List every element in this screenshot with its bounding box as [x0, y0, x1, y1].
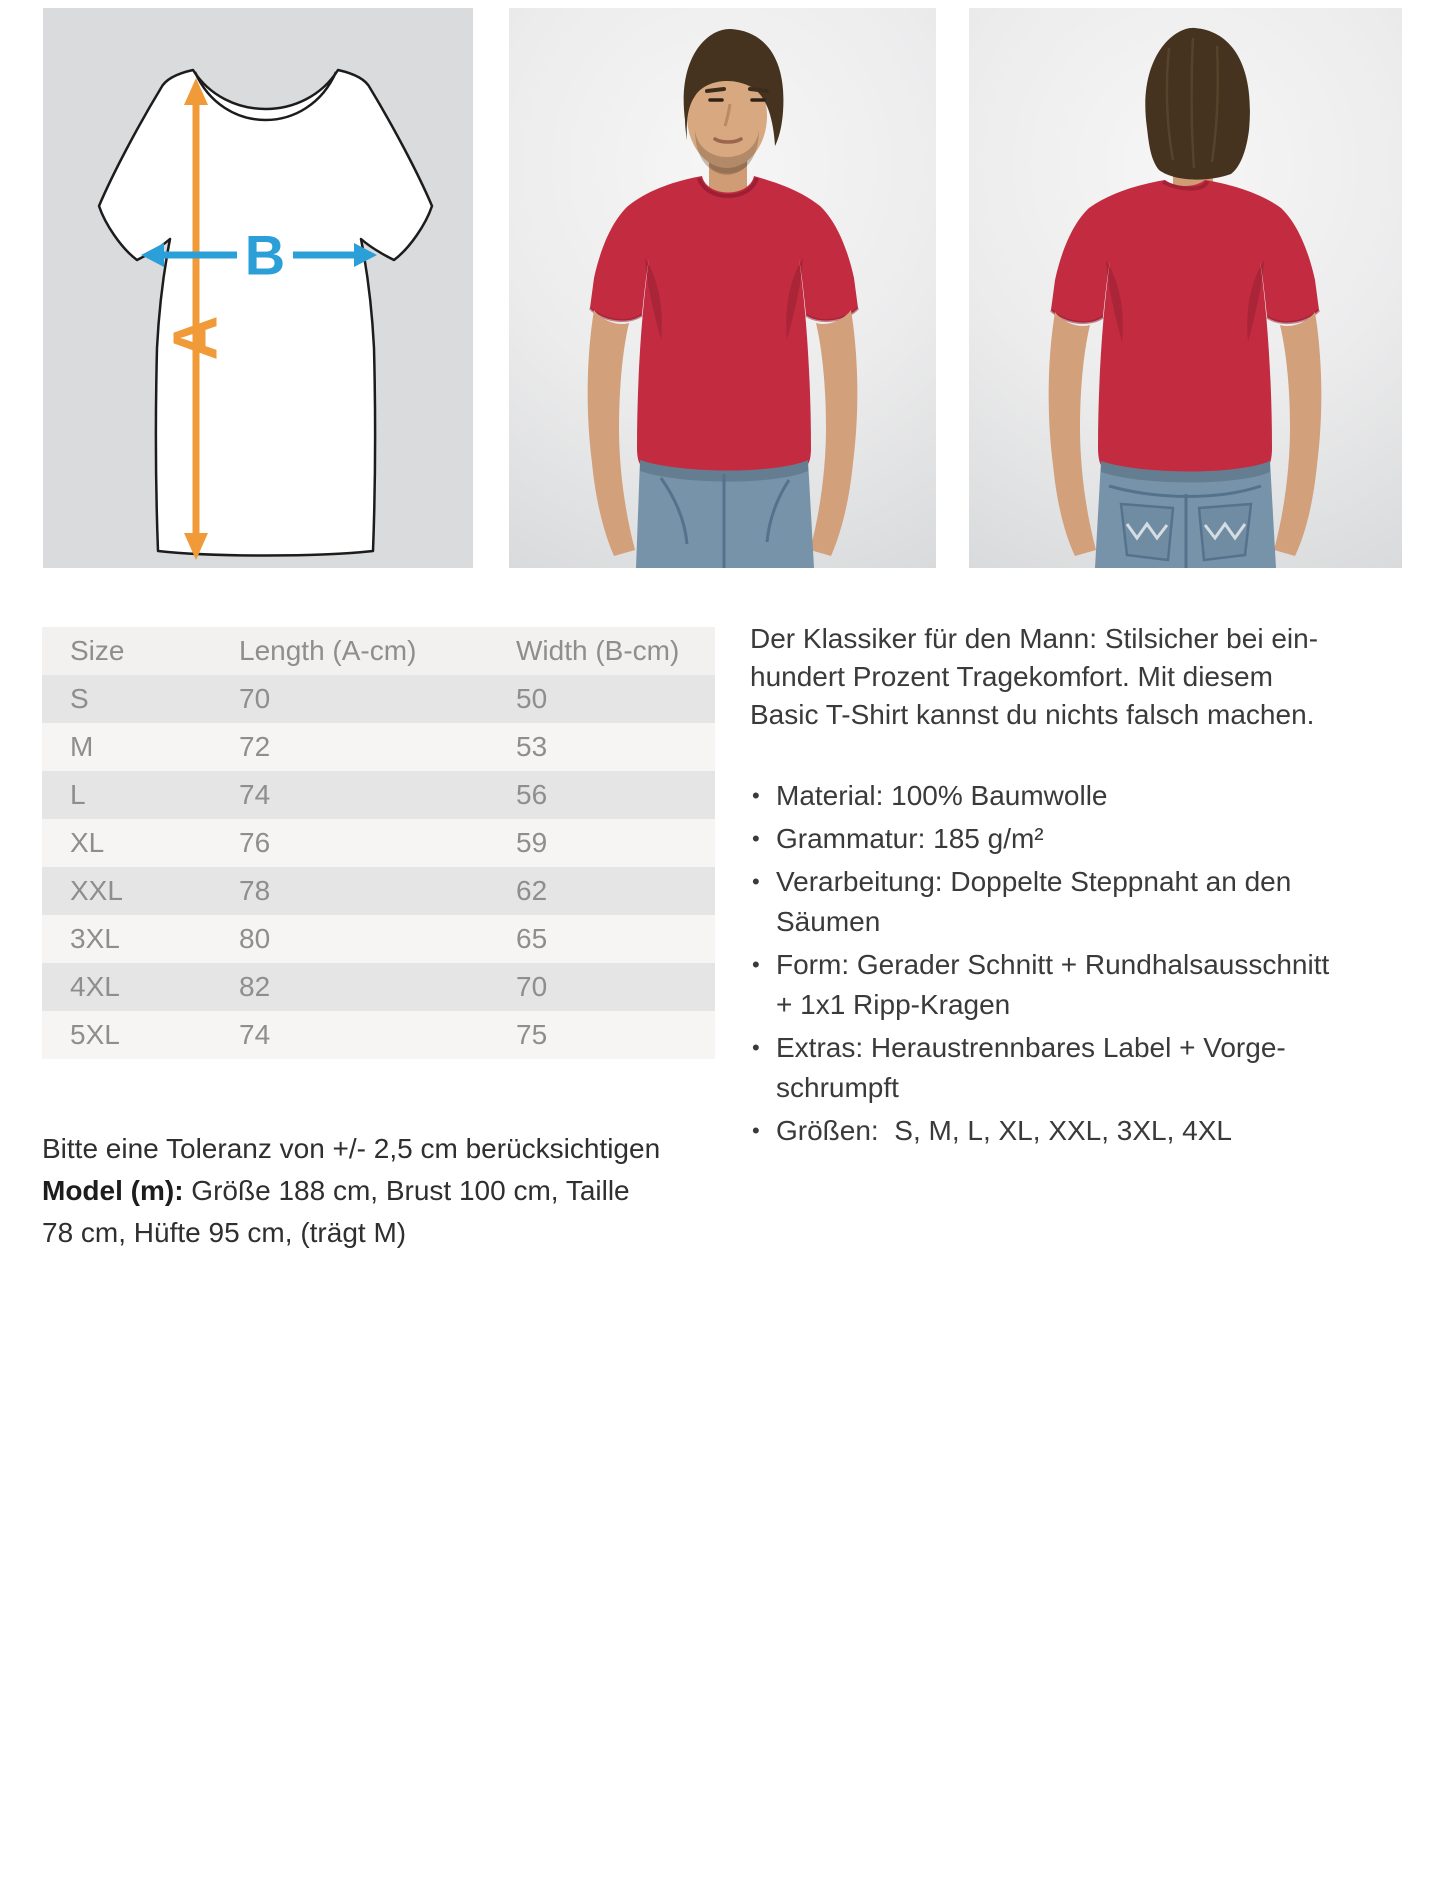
bullet-icon: • — [752, 869, 760, 894]
tee-back — [1051, 180, 1319, 473]
bullet-icon: • — [752, 783, 760, 808]
model-measurements: Größe 188 cm, Brust 100 cm, Taille — [183, 1175, 630, 1206]
cell-length: 78 — [239, 875, 271, 906]
length-label-a: A — [161, 315, 231, 361]
tshirt-outline — [99, 70, 432, 556]
cell-size: L — [70, 779, 86, 810]
feature-item — [750, 1111, 1420, 1151]
table-row — [42, 723, 715, 771]
header-length: Length (A-cm) — [239, 635, 417, 666]
cell-width: 70 — [516, 971, 548, 1002]
cell-length: 80 — [239, 923, 271, 954]
feature-line: Verarbeitung: Doppelte Steppnaht an den — [776, 866, 1292, 897]
cell-size: 4XL — [70, 971, 120, 1002]
cell-length: 72 — [239, 731, 271, 762]
table-row — [42, 867, 715, 915]
model-back-figure — [969, 8, 1402, 568]
product-description — [750, 620, 1420, 1154]
feature-line: + 1x1 Ripp-Kragen — [776, 989, 1011, 1020]
cell-width: 65 — [516, 923, 548, 954]
cell-length: 74 — [239, 1019, 271, 1050]
cell-width: 59 — [516, 827, 548, 858]
table-row — [42, 771, 715, 819]
cell-length: 70 — [239, 683, 271, 714]
cell-length: 82 — [239, 971, 271, 1002]
table-row — [42, 675, 715, 723]
cell-length: 74 — [239, 779, 271, 810]
cell-width: 53 — [516, 731, 548, 762]
size-table-header — [42, 627, 715, 675]
size-table — [42, 627, 715, 1059]
size-diagram-image — [43, 8, 473, 568]
intro-line: hundert Prozent Tragekomfort. Mit diesem — [750, 661, 1273, 692]
width-label-b: B — [244, 223, 286, 287]
cell-size: M — [70, 731, 94, 762]
feature-line: Form: Gerader Schnitt + Rundhalsausschnitt — [776, 949, 1330, 980]
feature-list — [750, 776, 1420, 1151]
cell-size: XL — [70, 827, 105, 858]
hair-back — [1145, 28, 1250, 180]
cell-length: 76 — [239, 827, 271, 858]
feature-line: Extras: Heraustrennbares Label + Vorge- — [776, 1032, 1286, 1063]
intro-line: Basic T-Shirt kannst du nichts falsch machen. — [750, 699, 1315, 730]
cell-width: 50 — [516, 683, 548, 714]
feature-line: Säumen — [776, 906, 881, 937]
tolerance-note: Bitte eine Toleranz von +/- 2,5 cm berücksichtigen — [42, 1133, 661, 1164]
cell-width: 62 — [516, 875, 548, 906]
cell-size: 3XL — [70, 923, 120, 954]
feature-line: Material: 100% Baumwolle — [776, 780, 1108, 811]
feature-item — [750, 776, 1420, 816]
model-label: Model (m): — [42, 1175, 184, 1206]
feature-line: schrumpft — [776, 1072, 899, 1103]
feature-item — [750, 819, 1420, 859]
bullet-icon: • — [752, 1118, 760, 1143]
cell-size: XXL — [70, 875, 123, 906]
header-width: Width (B-cm) — [516, 635, 680, 666]
bullet-icon: • — [752, 1035, 760, 1060]
cell-size: 5XL — [70, 1019, 120, 1050]
model-note-line1 — [42, 1170, 722, 1212]
table-row — [42, 963, 715, 1011]
feature-item — [750, 862, 1420, 942]
tshirt-measure-diagram — [43, 8, 473, 568]
cell-width: 75 — [516, 1019, 548, 1050]
table-row — [42, 819, 715, 867]
bullet-icon: • — [752, 826, 760, 851]
description-intro — [750, 620, 1420, 734]
model-back-photo — [969, 8, 1402, 568]
cell-size: S — [70, 683, 89, 714]
feature-item — [750, 945, 1420, 1025]
header-size: Size — [70, 635, 125, 666]
intro-line: Der Klassiker für den Mann: Stilsicher bei ein- — [750, 623, 1319, 654]
size-table-body — [42, 675, 715, 1059]
table-row — [42, 915, 715, 963]
feature-line: Größen: S, M, L, XL, XXL, 3XL, 4XL — [776, 1115, 1232, 1146]
model-front-photo — [509, 8, 936, 568]
feature-line: Grammatur: 185 g/m² — [776, 823, 1044, 854]
cell-width: 56 — [516, 779, 548, 810]
feature-item — [750, 1028, 1420, 1108]
table-row — [42, 1011, 715, 1059]
measurement-notes — [42, 1128, 722, 1254]
model-note-line2: 78 cm, Hüfte 95 cm, (trägt M) — [42, 1217, 407, 1248]
bullet-icon: • — [752, 952, 760, 977]
model-front-figure — [509, 8, 936, 568]
